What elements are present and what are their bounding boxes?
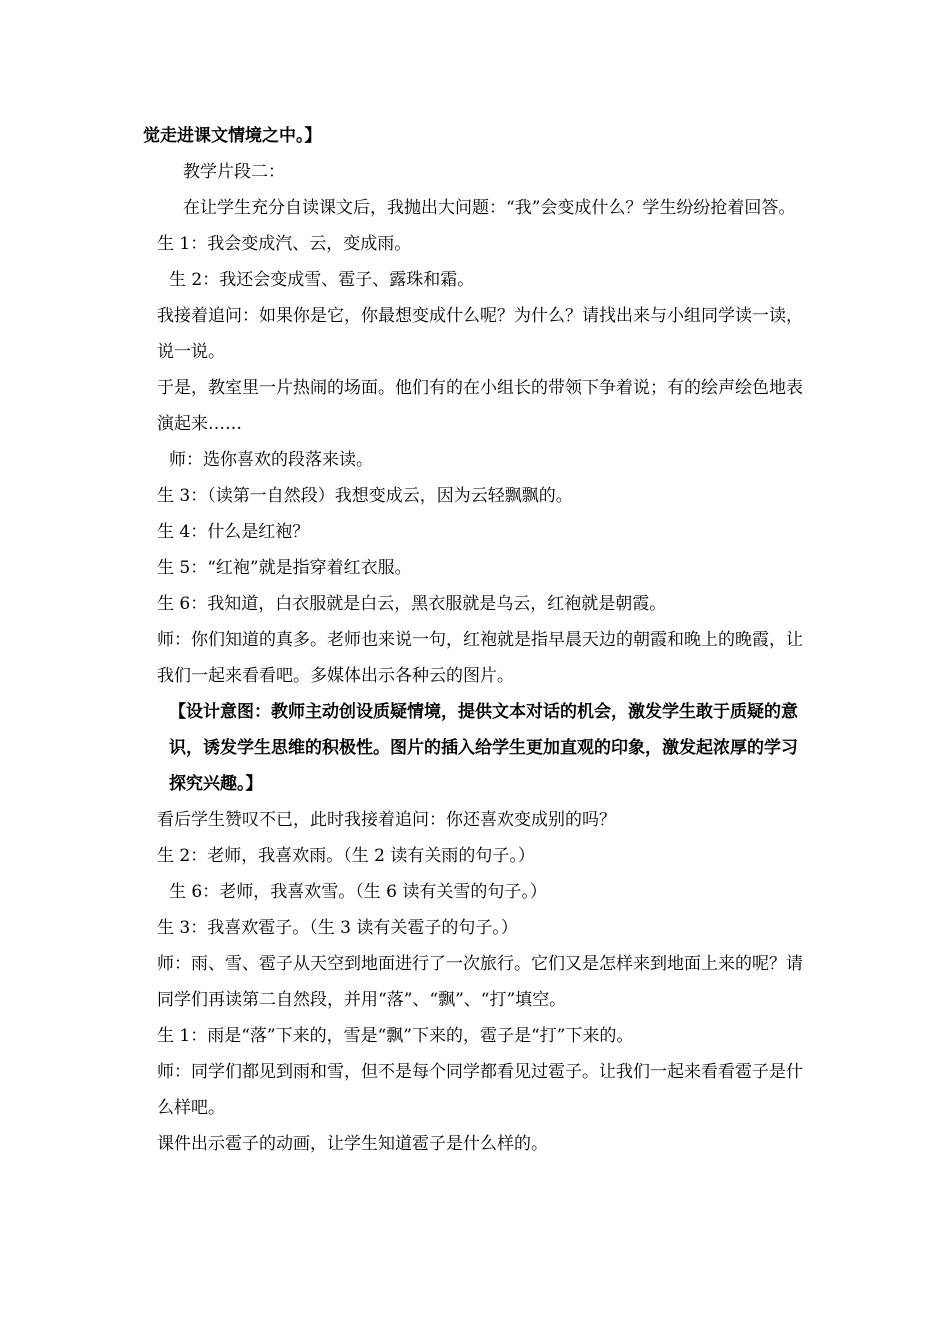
paragraph-teacher-1: 师：选你喜欢的段落来读。 xyxy=(169,450,373,470)
paragraph-teacher-4: 师：同学们都见到雨和雪，但不是每个同学都看见过雹子。让我们一起来看看雹子是什么样吧。 xyxy=(157,1062,803,1118)
paragraph-student-3: 生 3：（读第一自然段）我想变成云，因为云轻飘飘的。 xyxy=(157,486,573,506)
paragraph-classroom-scene: 于是，教室里一片热闹的场面。他们有的在小组长的带领下争着说；有的绘声绘色地表演起来…… xyxy=(157,378,803,434)
paragraph-teacher-2: 师：你们知道的真多。老师也来说一句，红袍就是指早晨天边的朝霞和晚上的晚霞，让我们一起来看看吧。多媒体出示各种云的图片。 xyxy=(157,630,803,686)
document-body xyxy=(143,118,813,1162)
paragraph-courseware: 课件出示雹子的动画，让学生知道雹子是什么样的。 xyxy=(157,1134,548,1154)
paragraph-student-3-hail: 生 3：我喜欢雹子。（生 3 读有关雹子的句子。） xyxy=(157,918,518,938)
paragraph-student-1-answer: 生 1：雨是“落”下来的，雪是“飘”下来的，雹子是“打”下来的。 xyxy=(157,1026,634,1046)
paragraph-student-5: 生 5：“红袍”就是指穿着红衣服。 xyxy=(157,558,412,578)
paragraph-student-2: 生 2：我还会变成雪、雹子、露珠和霜。 xyxy=(169,270,475,290)
paragraph-design-intent-tail: 觉走进课文情境之中。】 xyxy=(143,126,322,146)
paragraph-student-6: 生 6：我知道，白衣服就是白云，黑衣服就是乌云，红袍就是朝霞。 xyxy=(157,594,667,614)
paragraph-design-intent: 【设计意图：教师主动创设质疑情境，提供文本对话的机会，激发学生敢于质疑的意识，诱发学生思维的积极性。图片的插入给学生更加直观的印象，激发起浓厚的学习探究兴趣。】 xyxy=(169,702,798,794)
paragraph-followup-question: 我接着追问：如果你是它，你最想变成什么呢？为什么？请找出来与小组同学读一读，说一说。 xyxy=(157,306,803,362)
paragraph-student-6-snow: 生 6：老师，我喜欢雪。（生 6 读有关雪的句子。） xyxy=(169,882,547,902)
paragraph-section-title: 教学片段二： xyxy=(183,162,285,182)
paragraph-student-1: 生 1：我会变成汽、云，变成雨。 xyxy=(157,234,412,254)
paragraph-teacher-3: 师：雨、雪、雹子从天空到地面进行了一次旅行。它们又是怎样来到地面上来的呢？请同学们再读第二自然段，并用“落”、“飘”、“打”填空。 xyxy=(157,954,803,1010)
paragraph-student-4: 生 4：什么是红袍？ xyxy=(157,522,310,542)
paragraph-intro: 在让学生充分自读课文后，我抛出大问题：“我”会变成什么？学生纷纷抢着回答。 xyxy=(183,198,796,218)
paragraph-after-viewing: 看后学生赞叹不已，此时我接着追问：你还喜欢变成别的吗？ xyxy=(157,810,616,830)
paragraph-student-2-rain: 生 2：老师，我喜欢雨。（生 2 读有关雨的句子。） xyxy=(157,846,535,866)
